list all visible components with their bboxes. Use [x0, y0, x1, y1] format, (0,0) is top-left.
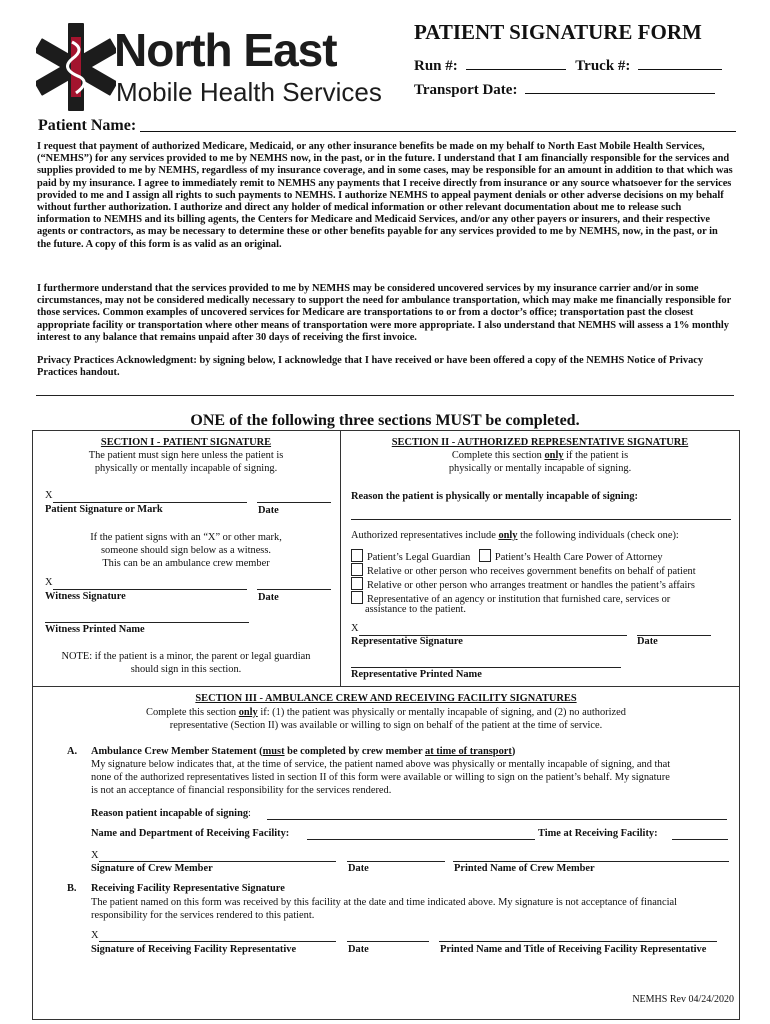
- crew-signature-field[interactable]: [99, 861, 336, 862]
- section2-subtitle-1: Complete this section only if the patient is: [451, 450, 629, 461]
- rep-signature-label: Representative Signature: [351, 636, 463, 647]
- section1-subtitle-1: The patient must sign here unless the patient is: [88, 450, 284, 461]
- witness-signature-field[interactable]: [53, 589, 247, 590]
- rf-signature-label: Signature of Receiving Facility Representative: [91, 944, 297, 955]
- crew-printed-name-field[interactable]: [453, 861, 729, 862]
- transport-date-field[interactable]: [525, 80, 715, 94]
- checkbox-guardian[interactable]: [351, 549, 363, 562]
- witness-note-1: If the patient signs with an “X” or other mark,: [90, 532, 282, 543]
- section3-title: SECTION III - AMBULANCE CREW AND RECEIVING FACILITY SIGNATURES: [195, 693, 577, 704]
- witness-signature-label: Witness Signature: [45, 591, 126, 602]
- witness-note-2: someone should sign below as a witness.: [101, 545, 271, 556]
- witness-date-label: Date: [258, 592, 279, 603]
- reason-incapable-row: Reason patient incapable of signing:: [91, 808, 251, 819]
- section3-subtitle-1: Complete this section only if: (1) the patient was physically or mentally incapable of signing, and (2) no authorized: [146, 707, 626, 718]
- rep-sig-x: X: [351, 623, 359, 634]
- crew-statement-text-2: none of the authorized representatives listed in section II of this form were available or willing to sign on the patient’s behalf. My signature: [91, 772, 670, 783]
- section2-subtitle-2: physically or mentally incapable of signing.: [448, 463, 632, 474]
- rep-option-agency-cont: assistance to the patient.: [365, 604, 466, 615]
- section3-a-marker: A.: [67, 746, 78, 757]
- rep-option-gov-label: Relative or other person who receives government benefits on behalf of patient: [367, 566, 696, 577]
- crew-signature-label: Signature of Crew Member: [91, 863, 213, 874]
- section3-b-marker: B.: [67, 883, 77, 894]
- rf-date-label: Date: [348, 944, 369, 955]
- checkbox-agency[interactable]: [351, 591, 363, 604]
- transport-date-label: Transport Date:: [414, 82, 518, 98]
- crew-statement-text-1: My signature below indicates that, at the time of service, the patient named above was physically or mentally incapable of signing, and that: [91, 759, 671, 770]
- checkbox-gov-benefits[interactable]: [351, 563, 363, 576]
- uncovered-services-paragraph: I furthermore understand that the services provided to me by NEMHS may be considered uncovered services by my insurance carrier and/or in some circumstances, may not be considered medically necessary to support the need for ambulance transportation, which may make me financially responsible for those services. Common examples of uncovered services for Medicare are transportations to or from a doctor’s office; transportation past the closest appropriate facility or transportation where other means of transportation were more appropriate. I also understand that NEMHS will assess a 1% monthly interest to any balance that remains unpaid after 30 days of receiving the first invoice.: [37, 283, 732, 343]
- rf-printed-name-field[interactable]: [439, 941, 717, 942]
- patient-sig-x: X: [45, 490, 53, 501]
- checkbox-poa[interactable]: [479, 549, 491, 562]
- rep-printed-name-label: Representative Printed Name: [351, 669, 482, 680]
- patient-signature-label: Patient Signature or Mark: [45, 504, 163, 515]
- receiving-facility-label: Name and Department of Receiving Facility:: [91, 828, 290, 839]
- divider: [36, 395, 734, 396]
- rf-sig-x: X: [91, 930, 99, 941]
- receiving-facility-title: Receiving Facility Representative Signature: [91, 883, 285, 894]
- crew-date-label: Date: [348, 863, 369, 874]
- patient-name-field[interactable]: [140, 117, 736, 132]
- witness-note-3: This can be an ambulance crew member: [102, 558, 270, 569]
- witness-printed-name-field[interactable]: [45, 622, 249, 623]
- run-label: Run #:: [414, 58, 458, 74]
- run-truck-row: [414, 56, 722, 75]
- reason-incapable-field[interactable]: [267, 819, 727, 820]
- section-divider-horizontal: [33, 686, 739, 687]
- rf-date-field[interactable]: [347, 941, 429, 942]
- rep-date-label: Date: [637, 636, 658, 647]
- patient-name-label: Patient Name:: [38, 117, 137, 134]
- payment-authorization-paragraph: I request that payment of authorized Medicare, Medicaid, or any other insurance benefits be made on my behalf to North East Mobile Health Services, (“NEMHS”) for any services provided to me by NEMHS now, in the past, or in the future. I understand that I am financially responsible for the services and supplies provided to me by NEMHS, regardless of my insurance coverage, and in some cases, may be responsible for an amount in addition to that which was paid by my insurance. I agree to immediately remit to NEMHS any payments that I receive directly from insurance or any source whatsoever for the services provided to me and I assign all rights to such payments to NEMHS. I authorize NEMHS to appeal payment denials or other adverse decisions on my behalf without further authorization. I authorize and direct any holder of medical information or other relevant documentation about me to release such information to NEMHS and its billing agents, the Centers for Medicare and Medicaid Services, and/or any other payers or insurers, and their respective agents or contractors, as may be necessary to determine these or other benefits payable for any services provided to me by NEMHS, now, in the past, or in the future. A copy of this form is as valid as an original.: [37, 141, 733, 250]
- rep-option-agency-label: Representative of an agency or institution that furnished care, services or: [367, 594, 671, 605]
- patient-signature-field[interactable]: [53, 502, 247, 503]
- witness-date-field[interactable]: [257, 589, 331, 590]
- authorized-reps-text: Authorized representatives include only the following individuals (check one):: [351, 530, 679, 541]
- truck-field[interactable]: [638, 56, 722, 70]
- privacy-practices-paragraph: Privacy Practices Acknowledgment: by signing below, I acknowledge that I have received or have been offered a copy of the NEMHS Notice of Privacy Practices handout.: [37, 355, 704, 379]
- section1-title: SECTION I - PATIENT SIGNATURE: [100, 437, 272, 448]
- revision-footer: NEMHS Rev 04/24/2020: [632, 994, 734, 1005]
- star-of-life-logo-icon: [36, 22, 116, 112]
- reason-incapable-label: Reason patient incapable of signing: [91, 808, 249, 819]
- crew-date-field[interactable]: [347, 861, 445, 862]
- receiving-facility-text-2: responsibility for the services rendered to this patient.: [91, 910, 315, 921]
- witness-sig-x: X: [45, 577, 53, 588]
- run-field[interactable]: [466, 56, 566, 70]
- section2-title: SECTION II - AUTHORIZED REPRESENTATIVE SIGNATURE: [391, 437, 689, 448]
- logo-subtitle: Mobile Health Services: [116, 77, 382, 107]
- crew-sig-x: X: [91, 850, 99, 861]
- time-at-facility-label: Time at Receiving Facility:: [538, 828, 658, 839]
- rf-printed-name-label: Printed Name and Title of Receiving Facility Representative: [440, 944, 707, 955]
- truck-label: Truck #:: [575, 58, 631, 74]
- rep-printed-name-field[interactable]: [351, 667, 621, 668]
- section3-subtitle-2: representative (Section II) was available or willing to sign on behalf of the patient at the time of service.: [169, 720, 603, 731]
- minor-note-1: NOTE: if the patient is a minor, the parent or legal guardian: [61, 651, 311, 662]
- crew-statement-text-3: is not an acceptance of financial responsibility for the services rendered.: [91, 785, 392, 796]
- receiving-facility-text-1: The patient named on this form was received by this facility at the date and time indicated above. My signature is not acceptance of financial: [91, 897, 677, 908]
- rep-reason-field[interactable]: [351, 519, 731, 520]
- rep-option-poa-label: Patient’s Health Care Power of Attorney: [494, 552, 663, 563]
- crew-printed-name-label: Printed Name of Crew Member: [454, 863, 595, 874]
- crew-statement-title: Ambulance Crew Member Statement (must be completed by crew member at time of transport): [91, 746, 516, 757]
- form-title: PATIENT SIGNATURE FORM: [414, 20, 702, 44]
- patient-name-row: [38, 117, 738, 135]
- time-at-facility-field[interactable]: [672, 839, 728, 840]
- patient-date-label: Date: [258, 505, 279, 516]
- minor-note-2: should sign in this section.: [130, 664, 242, 675]
- sections-instruction: ONE of the following three sections MUST be completed.: [190, 412, 580, 429]
- rep-option-guardian-label: Patient’s Legal Guardian: [367, 552, 471, 563]
- transport-date-row: [414, 80, 715, 99]
- section1-subtitle-2: physically or mentally incapable of signing.: [94, 463, 278, 474]
- checkbox-affairs[interactable]: [351, 577, 363, 590]
- logo-title: North East: [114, 24, 337, 76]
- rep-option-affairs-label: Relative or other person who arranges treatment or handles the patient’s affairs: [367, 580, 695, 591]
- patient-signature-date-field[interactable]: [257, 502, 331, 503]
- rep-reason-label: Reason the patient is physically or mentally incapable of signing:: [351, 491, 639, 502]
- rf-signature-field[interactable]: [99, 941, 336, 942]
- witness-printed-name-label: Witness Printed Name: [45, 624, 145, 635]
- receiving-facility-field[interactable]: [307, 839, 535, 840]
